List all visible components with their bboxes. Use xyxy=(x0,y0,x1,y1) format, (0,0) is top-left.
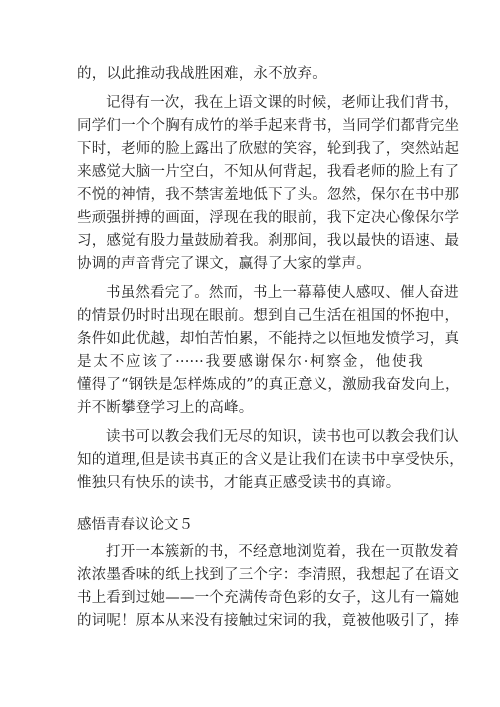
text-line: 记得有一次，我在上语文课的时候，老师让我们背书， xyxy=(106,95,459,111)
text-line: 下时，老师的脸上露出了欣慰的笑容，轮到我了，突然站起 xyxy=(77,141,460,157)
text-line: 是太不应该了······我要感谢保尔·柯察金，他使我 xyxy=(77,354,423,370)
text-line: 的，以此推动我战胜困难，永不放弃。 xyxy=(77,66,327,82)
text-line: 些顽强拼搏的画面，浮现在我的眼前，我下定决心像保尔学 xyxy=(77,210,460,226)
text-line: 读书可以教会我们无尽的知识，读书也可以教会我们认 xyxy=(106,429,459,445)
text-line: 懂得了“钢铁是怎样炼成的”的真正意义，激励我奋发向上， xyxy=(77,377,460,393)
text-line: 协调的声音背完了课文，赢得了大家的掌声。 xyxy=(77,256,371,272)
text-line: 书上看到过她——一个充满传奇色彩的女子，这儿有一篇她 xyxy=(77,590,460,606)
text-line: 知的道理,但是读书真正的含义是让我们在读书中享受快乐， xyxy=(77,452,465,468)
text-line: 同学们一个个胸有成竹的举手起来背书，当同学们都背完坐 xyxy=(77,118,460,134)
text-line: 不悦的神情，我不禁害羞地低下了头。忽然，保尔在书中那 xyxy=(77,187,460,203)
text-line: 的词呢！原本从来没有接触过宋词的我，竟被他吸引了，捧 xyxy=(77,613,460,629)
text-line: 惟独只有快乐的读书，才能真正感受读书的真谛。 xyxy=(77,475,401,491)
text-line: 浓浓墨香味的纸上找到了三个字：李清照，我想起了在语文 xyxy=(77,567,460,583)
text-line: 并不断攀登学习上的高峰。 xyxy=(77,400,254,416)
text-line: 打开一本簇新的书，不经意地浏览着，我在一页散发着 xyxy=(106,544,459,560)
text-line: 书虽然看完了。然而，书上一幕幕使人感叹、催人奋进 xyxy=(106,285,459,301)
text-line: 来感觉大脑一片空白，不知从何背起，我看老师的脸上有了 xyxy=(77,164,460,180)
text-line: 习，感觉有股力量鼓励着我。刹那间，我以最快的语速、最 xyxy=(77,233,460,249)
section-title: 感悟青春议论文５ xyxy=(77,517,193,533)
text-line: 条件如此优越，却怕苦怕累，不能持之以恒地发愤学习，真 xyxy=(77,331,460,347)
text-line: 的情景仍时时出现在眼前。想到自己生活在祖国的怀抱中， xyxy=(77,308,460,324)
